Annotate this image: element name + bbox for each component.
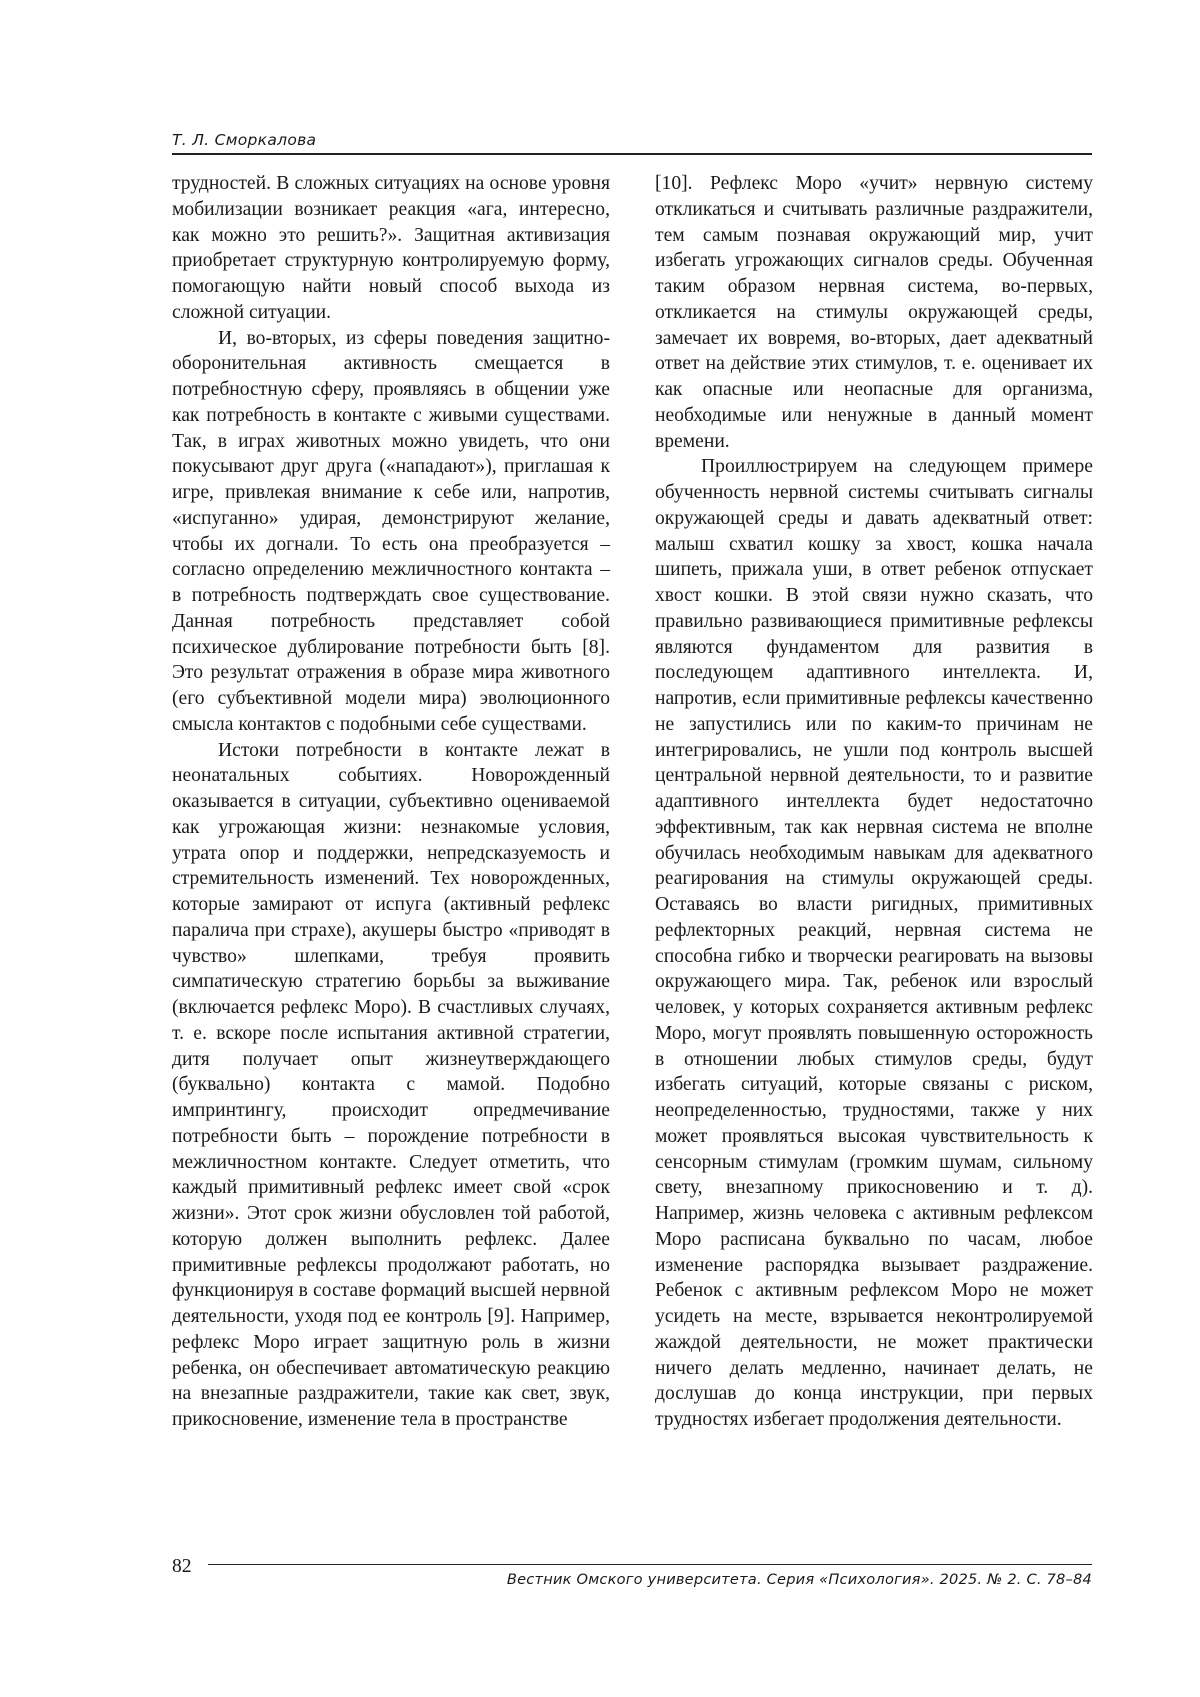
paragraph: Проиллюстрируем на следующем примере обученность нервной системы считывать сигналы окружающей среды и давать адекватный ответ: малыш схватил кошку за хвост, кошка начала шипеть, прижала уши, в ответ ребенок отпускает хвост кошки. В этой связи нужно сказать, что правильно развивающиеся примитивные рефлексы являются фундаментом для развития в последующем адаптивного интеллекта. И, напротив, если примитивные рефлексы качественно не запустились или по каким-то причинам не интегрировались, не ушли под контроль высшей центральной нервной деятельности, то и развитие адаптивного интеллекта будет недостаточно эффективным, так как нервная система не вполне обучилась необходимым навыкам для адекватного реагирования на стимулы окружающей среды. Оставаясь во власти ригидных, примитивных рефлекторных реакций, нервная система не способна гибко и творчески реагировать на вызовы окружающего мира. Так, ребенок или взрослый человек, у которых сохраняется активным рефлекс Моро, могут проявлять повышенную осторожность в отношении любых стимулов среды, будут избегать ситуаций, которые связаны с риском, неопределенностью, трудностями, также у них может проявляться высокая чувствительность к сенсорным стимулам (громким шумам, сильному свету, внезапному прикосновению и т. д). Например, жизнь человека с активным рефлексом Моро расписана буквально по часам, любое изменение распорядка вызывает раздражение. Ребенок с активным рефлексом Моро не может усидеть на месте, взрывается неконтролируемой жаждой деятельности, не может практически ничего делать медленно, начинает делать, не дослушав до конца инструкции, при первых трудностях избегает продолжения деятельности.	[655, 456, 1093, 1430]
running-head-author: Т. Л. Сморкалова	[172, 131, 317, 149]
paragraph: [10]. Рефлекс Моро «учит» нервную систему откликаться и считывать различные раздражители, тем самым познавая окружающий мир, учит избегать угрожающих сигналов среды. Обученная таким образом нервная система, во-первых, откликается на стимулы окружающей среды, замечает их вовремя, во-вторых, дает адекватный ответ на действие этих стимулов, т. е. оценивает их как опасные или неопасные для организма, необходимые или ненужные в данный момент времени.	[655, 173, 1093, 452]
header-divider	[172, 153, 1092, 155]
paragraph: трудностей. В сложных ситуациях на основе уровня мобилизации возникает реакция «ага, интересно, как можно это решить?». Защитная активизация приобретает структурную контролируемую форму, помогающую найти новый способ выхода из сложной ситуации.	[172, 173, 610, 323]
page-number: 82	[172, 1556, 192, 1577]
footer-divider	[208, 1564, 1092, 1565]
paragraph: Истоки потребности в контакте лежат в неонатальных событиях. Новорожденный оказывается в ситуации, субъективно оцениваемой как угрожающая жизни: незнакомые условия, утрата опор и поддержки, непредсказуемость и стремительность изменений. Тех новорожденных, которые замирают от испуга (активный рефлекс паралича при страхе), акушеры быстро «приводят в чувство» шлепками, требуя проявить симпатическую стратегию борьбы за выживание (включается рефлекс Моро). В счастливых случаях, т. е. вскоре после испытания активной стратегии, дитя получает опыт жизнеутверждающего (буквально) контакта с мамой. Подобно импринтингу, происходит опредмечивание потребности быть – порождение потребности в межличностном контакте. Следует отметить, что каждый примитивный рефлекс имеет свой «срок жизни». Этот срок жизни обусловлен той работой, которую должен выполнить рефлекс. Далее примитивные рефлексы продолжают работать, но функционируя в составе формаций высшей нервной деятельности, уходя под ее контроль [9]. Например, рефлекс Моро играет защитную роль в жизни ребенка, он обеспечивает автоматическую реакцию на внезапные раздражители, такие как свет, звук, прикосновение, изменение тела в пространстве	[172, 739, 610, 1430]
journal-citation: Вестник Омского университета. Серия «Психология». 2025. № 2. С. 78–84	[506, 1571, 1092, 1588]
paragraph: И, во-вторых, из сферы поведения защитно-оборонительная активность смещается в потребностную сферу, проявляясь в общении уже как потребность в контакте с живыми существами. Так, в играх животных можно увидеть, что они покусывают друг друга («нападают»), приглашая к игре, привлекая внимание к себе или, напротив, «испуганно» удирая, демонстрируют желание, чтобы их догнали. То есть она преобразуется – согласно определению межличностного контакта – в потребность подтверждать свое существование. Данная потребность представляет собой психическое дублирование потребности быть [8]. Это результат отражения в образе мира животного (его субъективной модели мира) эволюционного смысла контактов с подобными себе существами.	[172, 327, 610, 735]
right-column	[655, 171, 1093, 1433]
left-column	[172, 171, 610, 1433]
